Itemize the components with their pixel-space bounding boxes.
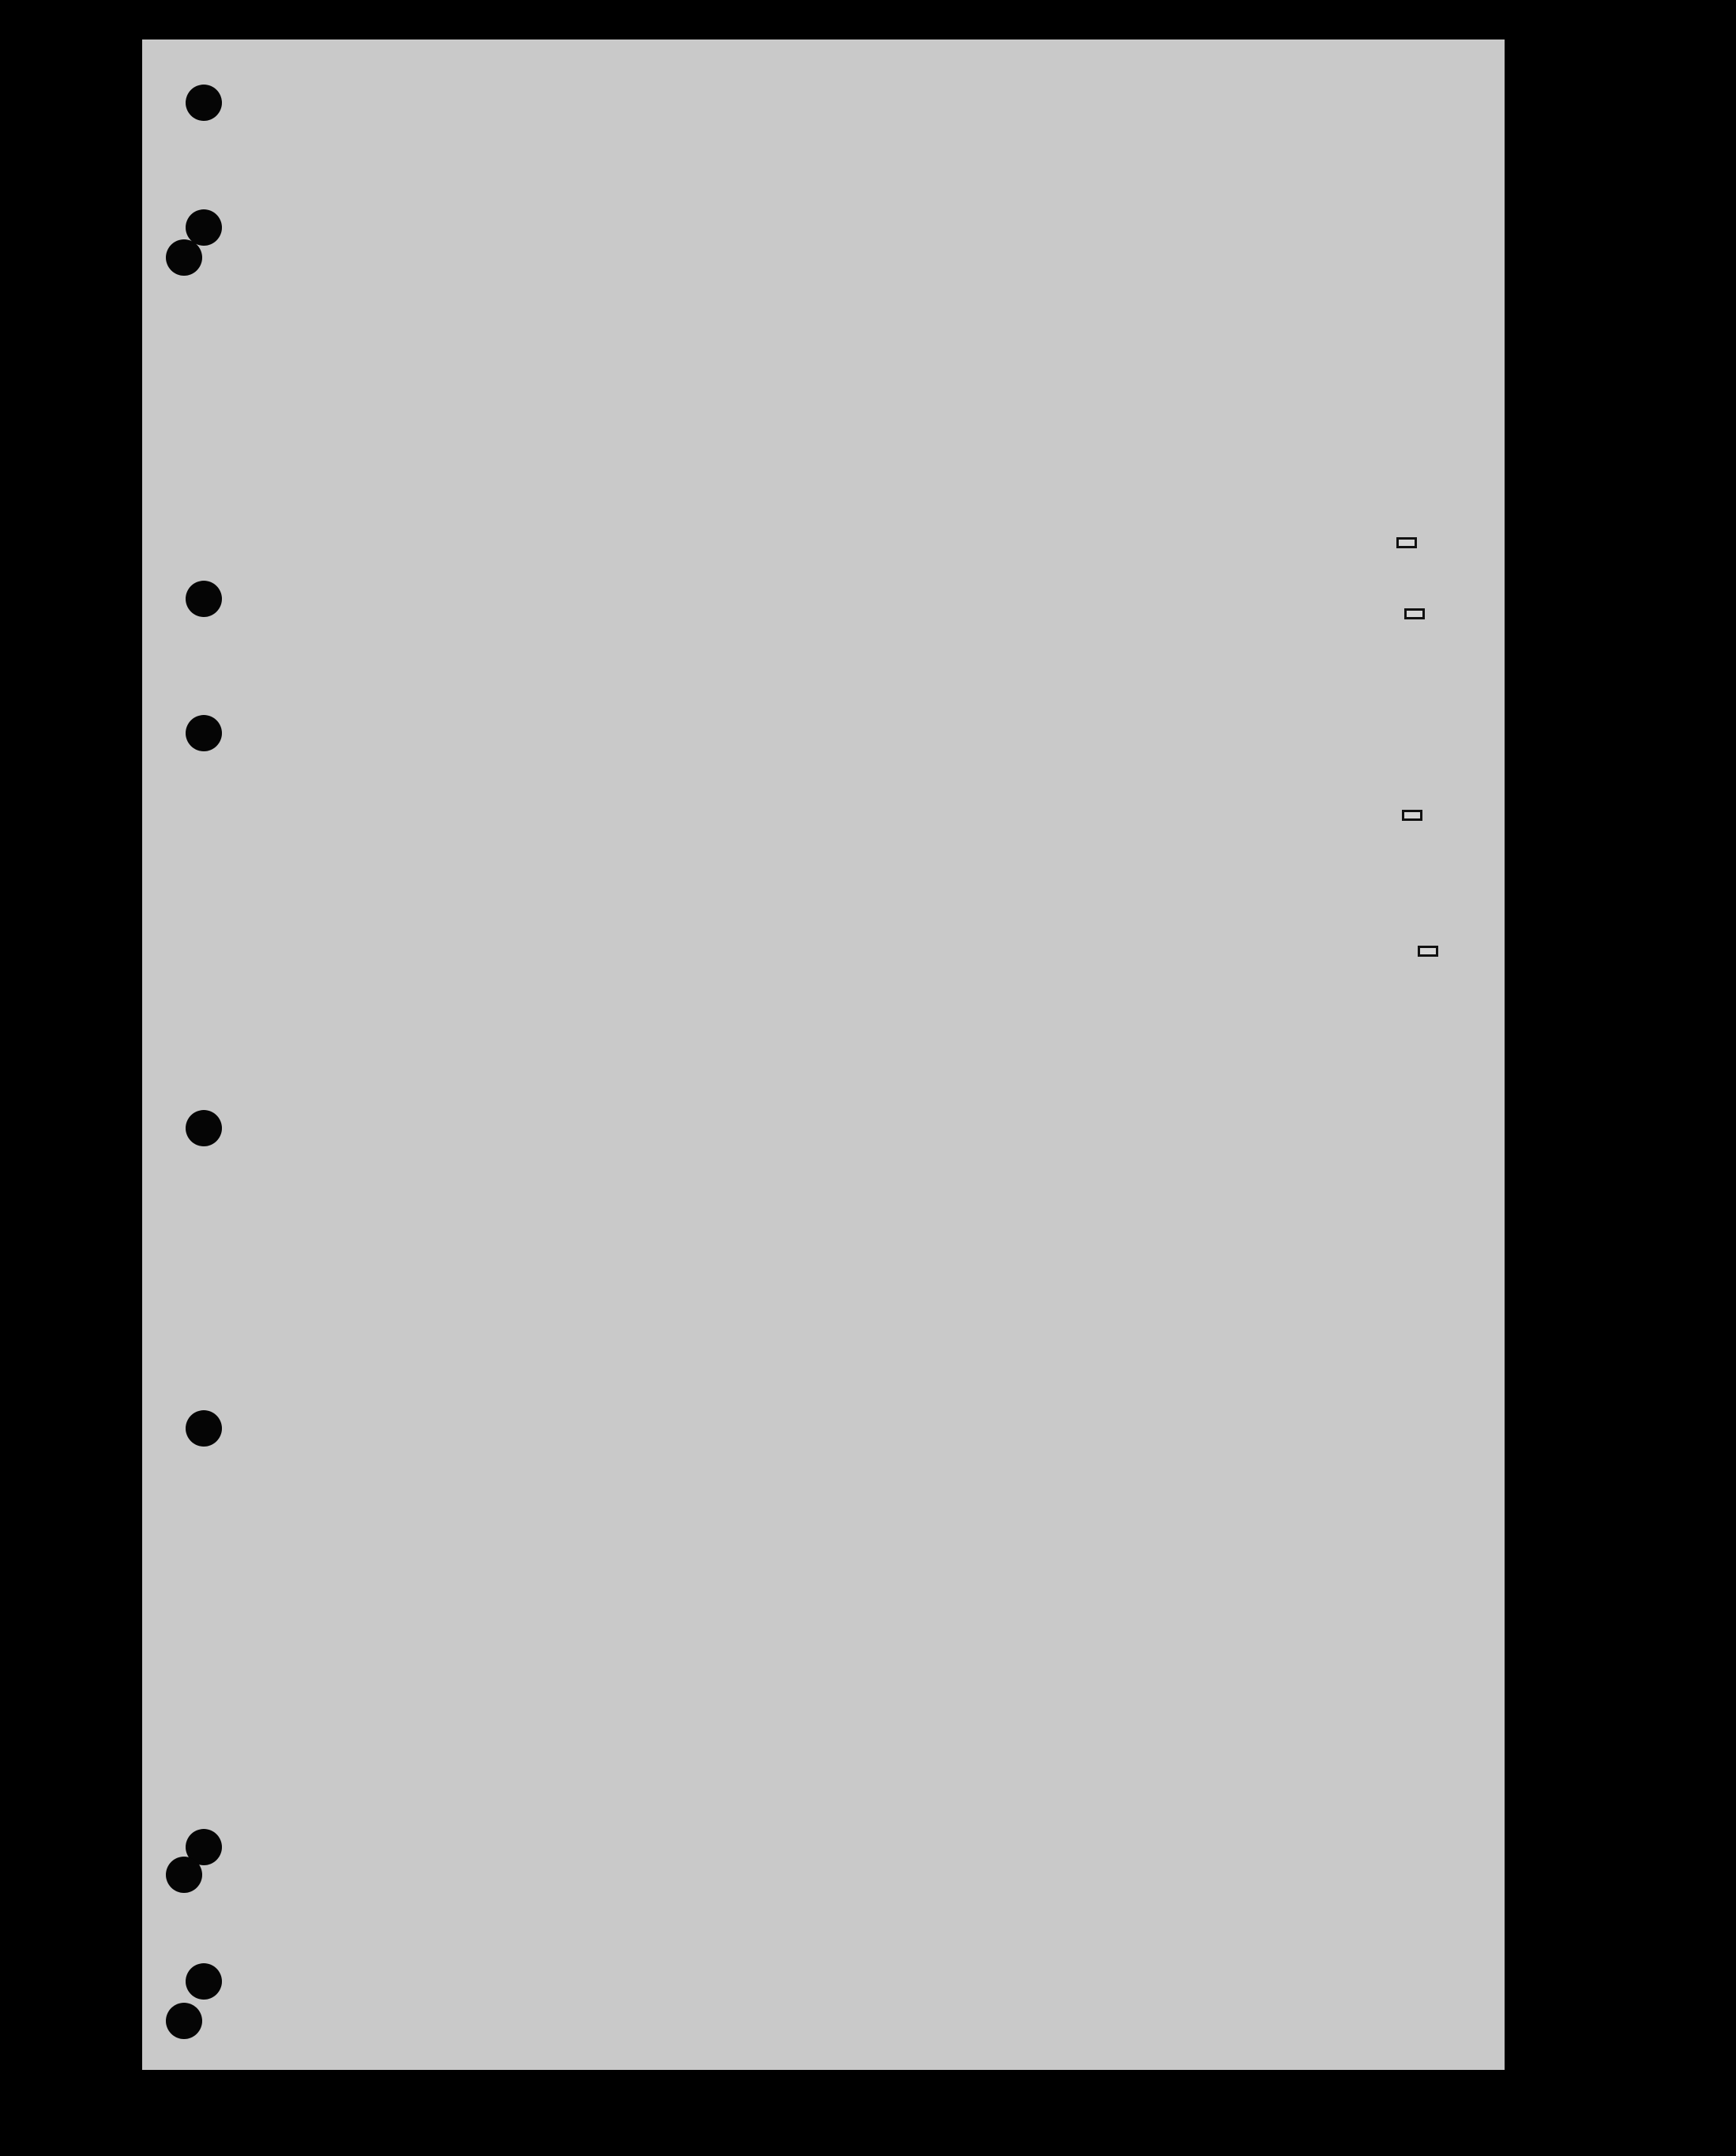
us-cit-stamp xyxy=(1396,537,1417,548)
us-cit-stamp xyxy=(1404,608,1425,619)
us-cit-stamp xyxy=(1402,810,1422,821)
us-cit-stamp xyxy=(1418,946,1438,957)
